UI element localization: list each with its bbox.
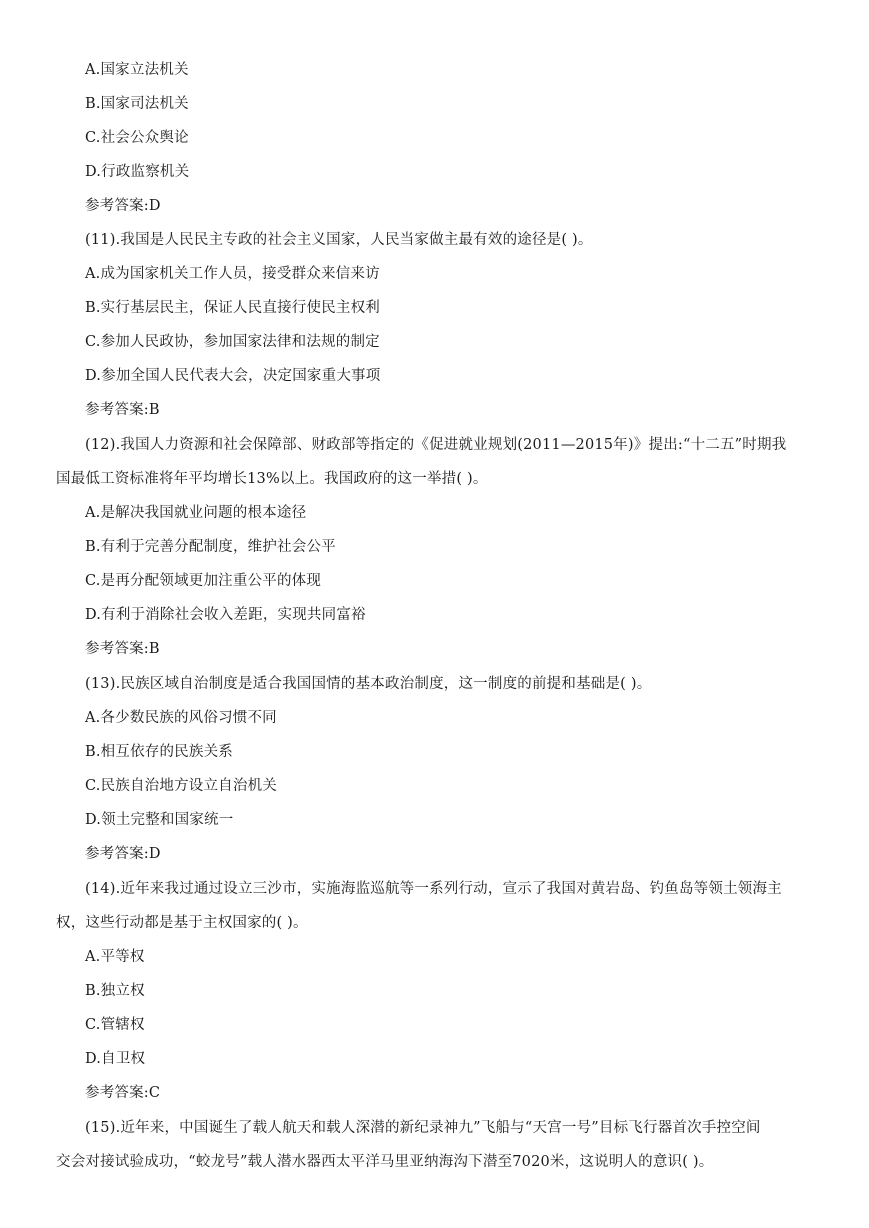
option-d: D.领土完整和国家统一 <box>85 812 234 828</box>
option-b: B.国家司法机关 <box>85 96 189 112</box>
option-c: C.管辖权 <box>85 1017 145 1033</box>
option-a: A.国家立法机关 <box>85 62 189 78</box>
answer-text: 参考答案:B <box>85 402 160 418</box>
option-d: D.有利于消除社会收入差距，实现共同富裕 <box>85 607 366 623</box>
question-11: (11).我国是人民民主专政的社会主义国家，人民当家做主最有效的途径是( )。 <box>85 232 593 248</box>
option-d: D.行政监察机关 <box>85 164 190 180</box>
option-a: A.各少数民族的风俗习惯不同 <box>85 710 277 726</box>
option-d: D.自卫权 <box>85 1051 146 1067</box>
option-c: C.是再分配领域更加注重公平的体现 <box>85 573 322 589</box>
question-14-continued: 权，这些行动都是基于主权国家的( )。 <box>56 915 308 931</box>
option-c: C.参加人民政协，参加国家法律和法规的制定 <box>85 334 380 350</box>
option-a: A.是解决我国就业问题的根本途径 <box>85 505 307 521</box>
answer-text: 参考答案:D <box>85 198 161 214</box>
option-a: A.平等权 <box>85 949 145 965</box>
option-c: C.社会公众舆论 <box>85 130 189 146</box>
question-12: (12).我国人力资源和社会保障部、财政部等指定的《促进就业规划(2011—2015年)》提出:“十二五”时期我 <box>85 437 787 453</box>
question-15-continued: 交会对接试验成功，“蛟龙号”载人潜水器西太平洋马里亚纳海沟下潜至7020米，这说明人的意识( )。 <box>56 1154 714 1170</box>
question-14: (14).近年来我过通过设立三沙市，实施海监巡航等一系列行动，宣示了我国对黄岩岛、钓鱼岛等领土领海主 <box>85 881 782 897</box>
option-a: A.成为国家机关工作人员，接受群众来信来访 <box>85 266 380 282</box>
question-12-continued: 国最低工资标准将年平均增长13%以上。我国政府的这一举措( )。 <box>56 471 488 487</box>
question-15: (15).近年来，中国诞生了载人航天和载人深潜的新纪录神九”飞船与“天宫一号”目标飞行器首次手控空间 <box>85 1120 761 1136</box>
option-b: B.相互依存的民族关系 <box>85 744 233 760</box>
answer-text: 参考答案:C <box>85 1085 161 1101</box>
option-b: B.有利于完善分配制度，维护社会公平 <box>85 539 336 555</box>
option-b: B.实行基层民主，保证人民直接行使民主权利 <box>85 300 380 316</box>
question-13: (13).民族区域自治制度是适合我国国情的基本政治制度，这一制度的前提和基础是( )。 <box>85 676 652 692</box>
option-b: B.独立权 <box>85 983 145 999</box>
answer-text: 参考答案:B <box>85 641 160 657</box>
answer-text: 参考答案:D <box>85 846 161 862</box>
option-c: C.民族自治地方设立自治机关 <box>85 778 277 794</box>
option-d: D.参加全国人民代表大会，决定国家重大事项 <box>85 368 381 384</box>
